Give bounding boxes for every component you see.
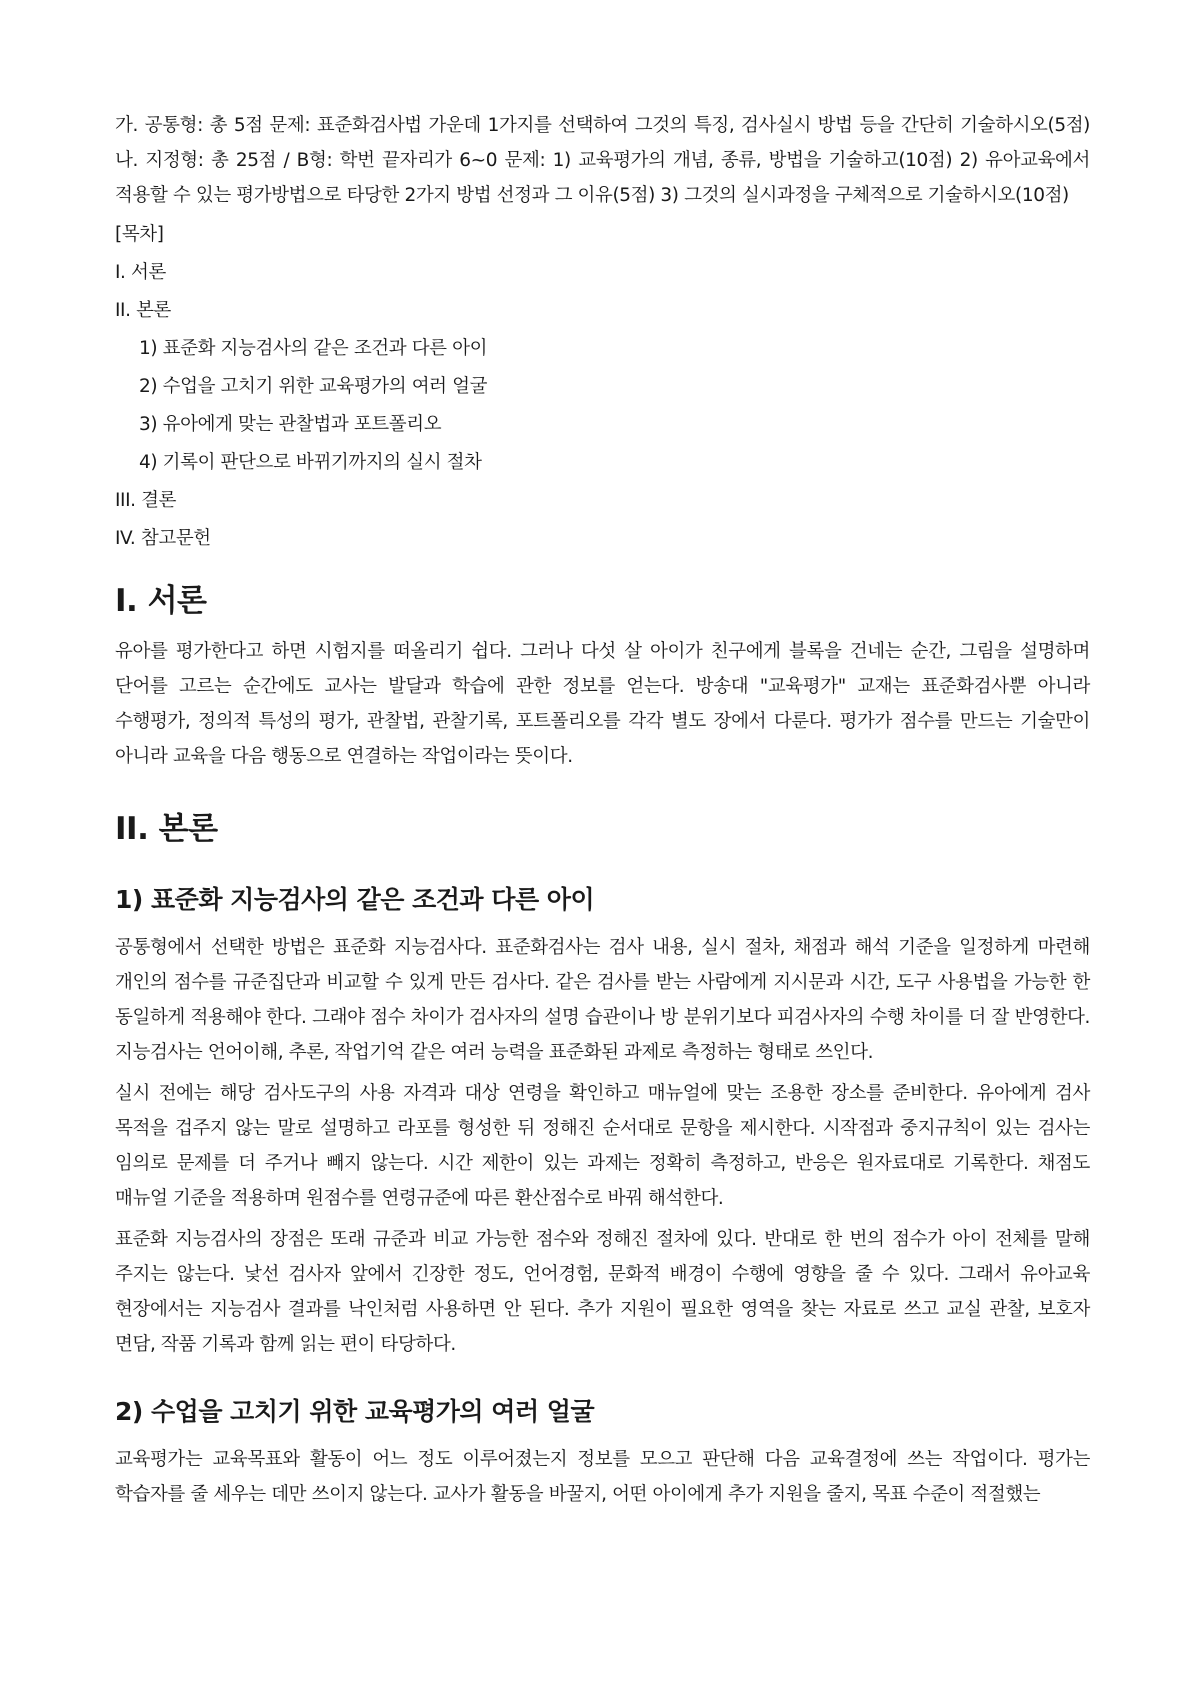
section1-paragraph: 표준화 지능검사의 장점은 또래 규준과 비교 가능한 점수와 정해진 절차에 있다. 반대로 한 번의 점수가 아이 전체를 말해 주지는 않는다. 낯선 검사자 앞에서 긴장한 정도, 언어경험, 문화적 배경이 수행에 영향을 줄 수 있다. 그래서 유아교육 현장에서는 지능검사 결과를 낙인처럼 사용하면 안 된다. 추가 지원이 필요한 영역을 찾는 자료로 쓰고 교실 관찰, 보호자 면담, 작품 기록과 함께 읽는 편이 타당하다.: [115, 1229, 1090, 1355]
document-page: [115, 108, 1090, 1518]
section1-paragraph: 공통형에서 선택한 방법은 표준화 지능검사다. 표준화검사는 검사 내용, 실시 절차, 채점과 해석 기준을 일정하게 마련해 개인의 점수를 규준집단과 비교할 수 있게 만든 검사다. 같은 검사를 받는 사람에게 지시문과 시간, 도구 사용법을 가능한 한 동일하게 적용해야 한다. 그래야 점수 차이가 검사자의 설명 습관이나 방 분위기보다 피검사자의 수행 차이를 더 잘 반영한다. 지능검사는 언어이해, 추론, 작업기억 같은 여러 능력을 표준화된 과제로 측정하는 형태로 쓰인다.: [115, 937, 1090, 1063]
toc-title: [목차]: [115, 224, 164, 245]
intro-heading: I. 서론: [115, 583, 207, 619]
toc-item: 4) 기록이 판단으로 바뀌기까지의 실시 절차: [139, 452, 482, 473]
toc-item: III. 결론: [115, 490, 177, 511]
toc-item: 2) 수업을 고치기 위한 교육평가의 여러 얼굴: [139, 376, 488, 397]
section1-paragraph: 실시 전에는 해당 검사도구의 사용 자격과 대상 연령을 확인하고 매뉴얼에 맞는 조용한 장소를 준비한다. 유아에게 검사 목적을 겁주지 않는 말로 설명하고 라포를 형성한 뒤 정해진 순서대로 문항을 제시한다. 시작점과 중지규칙이 있는 검사는 임의로 문제를 더 주거나 빼지 않는다. 시간 제한이 있는 과제는 정확히 측정하고, 반응은 원자료대로 기록한다. 채점도 매뉴얼 기준을 적용하며 원점수를 연령규준에 따른 환산점수로 바꿔 해석한다.: [115, 1083, 1090, 1209]
intro-paragraph: 유아를 평가한다고 하면 시험지를 떠올리기 쉽다. 그러나 다섯 살 아이가 친구에게 블록을 건네는 순간, 그림을 설명하며 단어를 고르는 순간에도 교사는 발달과 학습에 관한 정보를 얻는다. 방송대 "교육평가" 교재는 표준화검사뿐 아니라 수행평가, 정의적 특성의 평가, 관찰법, 관찰기록, 포트폴리오를 각각 별도 장에서 다룬다. 평가가 점수를 만드는 기술만이 아니라 교육을 다음 행동으로 연결하는 작업이라는 뜻이다.: [115, 641, 1090, 767]
toc-item: 3) 유아에게 맞는 관찰법과 포트폴리오: [139, 414, 442, 435]
section2-heading: 2) 수업을 고치기 위한 교육평가의 여러 얼굴: [115, 1397, 595, 1426]
assignment-question: 가. 공통형: 총 5점 문제: 표준화검사법 가운데 1가지를 선택하여 그것의 특징, 검사실시 방법 등을 간단히 기술하시오(5점) 나. 지정형: 총 25점 / B형: 학번 끝자리가 6~0 문제: 1) 교육평가의 개념, 종류, 방법을 기술하고(10점) 2) 유아교육에서 적용할 수 있는 평가방법으로 타당한 2가지 방법 선정과 그 이유(5점) 3) 그것의 실시과정을 구체적으로 기술하시오(10점): [115, 115, 1090, 206]
toc-item: I. 서론: [115, 262, 166, 283]
body-heading: II. 본론: [115, 811, 218, 847]
toc-item: IV. 참고문헌: [115, 528, 211, 549]
table-of-contents: [115, 259, 1090, 552]
section1-heading: 1) 표준화 지능검사의 같은 조건과 다른 아이: [115, 885, 595, 914]
section2-paragraph: 교육평가는 교육목표와 활동이 어느 정도 이루어졌는지 정보를 모으고 판단해 다음 교육결정에 쓰는 작업이다. 평가는 학습자를 줄 세우는 데만 쓰이지 않는다. 교사가 활동을 바꿀지, 어떤 아이에게 추가 지원을 줄지, 목표 수준이 적절했는: [115, 1449, 1090, 1505]
toc-item: II. 본론: [115, 300, 172, 321]
toc-item: 1) 표준화 지능검사의 같은 조건과 다른 아이: [139, 338, 488, 359]
